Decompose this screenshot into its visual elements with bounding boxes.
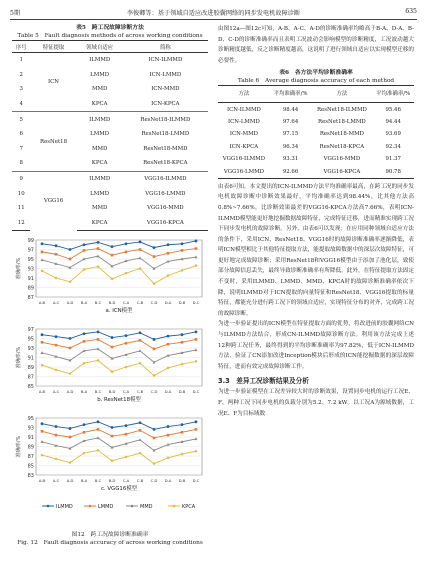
x-tick-label: A-B xyxy=(38,479,46,484)
table-cell: ICN-KPCA xyxy=(229,143,259,150)
data-point xyxy=(111,254,114,257)
data-point xyxy=(83,249,86,252)
table-cell: ICN-LMMD xyxy=(149,71,182,78)
legend-marker xyxy=(89,505,92,508)
data-point xyxy=(167,425,170,428)
paragraph-4: 为进一步验证模型在工况差异较大时的诊断效果，设置同步电机的运行工况E、F，两种工况下同步电机的负载分别为5.2、7.2 kW。以工况A为源域数据，工况E、F为目标域数 xyxy=(218,389,414,417)
table-cell: ResNet18-ILMMD xyxy=(316,106,367,113)
table-row xyxy=(12,112,208,127)
table5-title-en: Table 5 Fault diagnosis methods of across working conditions xyxy=(17,33,203,39)
table-cell: LMMD xyxy=(90,71,110,78)
paragraph-2: 由表6可知，本文提出的ICN-ILMMD方法平均准确率最高，在跨工况的同步发电机故障诊断中诊断效果最好，平均准确率达到98.44%，比其他方法高0.8%~7.66%，比诊断效果最差的VGG16-KPCA方法高7.66%，表明ICN-ILMMD模型能更好地挖掘数据故障特征，完成特征迁移，进而精准实现跨工况下同步发电机的故障诊断。另外，由表6可以发现：在应用同种领域自适应方法的条件下，采用ICN、ResNet18、VGG16时的故障诊断准确率逐渐降低，表明ICN模型相比于其他特征提取方法，能提取故障数据中的深层次故障特征，可更好地完成故障诊断；采用ResNet18和VGG16模型由于添加了池化层，致使部分故障信息丢失，最终导致诊断准确率有所降低。此外，在特征提取方法固定不变时，采用ILMMD、LMMD、MMD、KPCA时的故障诊断准确率依次下降，说明ILMMD对于ICN提取的向量特征和ResNet18、VGG16提取的标量特征，都能充分进行跨工况下的领域自适应，实现特征分布的对齐，完成跨工况的故障诊断。 xyxy=(218,183,414,317)
table-cell: KPCA xyxy=(91,160,108,167)
table-row xyxy=(218,103,414,116)
table-cell: ICN-ILMMD xyxy=(226,106,261,113)
table-cell: ResNet18-KPCA xyxy=(143,160,188,167)
table-cell: ResNet18-LMMD xyxy=(141,131,190,138)
x-tick-label: D-A xyxy=(164,479,172,484)
x-tick-label: A-C xyxy=(52,390,60,395)
table-cell: VGG16-ILMMD xyxy=(123,171,208,186)
data-point xyxy=(111,346,114,349)
data-point xyxy=(97,331,100,334)
table-cell: 8 xyxy=(19,160,23,167)
y-tick-label: 95 xyxy=(27,336,34,343)
table6-header: 平均准确率/% xyxy=(372,86,414,103)
table-cell: LMMD xyxy=(90,131,110,138)
data-point xyxy=(69,347,72,350)
data-point xyxy=(181,269,184,272)
table-cell: 96.34 xyxy=(282,143,299,150)
x-tick-label: C-D xyxy=(150,390,158,395)
series-line xyxy=(42,340,196,350)
data-point xyxy=(55,457,58,460)
table-cell: MMD xyxy=(91,145,108,152)
table-cell: VGG16-ILMMD xyxy=(222,156,266,163)
data-point xyxy=(195,360,198,363)
y-tick-label: 85 xyxy=(27,463,34,470)
y-axis-label: 准确率/% xyxy=(16,257,22,280)
data-point xyxy=(181,341,184,344)
y-tick-label: 87 xyxy=(27,294,34,301)
table-row xyxy=(12,171,208,186)
series-line xyxy=(42,430,196,439)
x-tick-label: D-B xyxy=(178,479,186,484)
data-point xyxy=(83,243,86,246)
y-tick-label: 95 xyxy=(27,256,34,263)
data-point xyxy=(181,431,184,434)
data-point xyxy=(181,333,184,336)
data-point xyxy=(153,348,156,351)
table5-header: 序号 xyxy=(12,41,30,53)
y-axis-label: 准确率/% xyxy=(16,346,22,369)
data-point xyxy=(167,335,170,338)
paragraph-1: 由图12a—图12c可知，A-B、A-C、A-D的诊断准确率均略高于B-A、D-A、B-D、C-D的诊断准确率而且表明工况波动会影响模型的诊断精度，工况波动越大诊断精度越低，反之诊断精度越高，这说明了进行领域自适应以实现模型迁移的必要性。 xyxy=(218,26,414,64)
table5 xyxy=(12,40,208,231)
series-line xyxy=(42,241,196,250)
data-point xyxy=(83,340,86,343)
data-point xyxy=(125,243,128,246)
table-cell: 6 xyxy=(19,131,23,138)
table-cell: 97.64 xyxy=(282,118,299,125)
data-point xyxy=(181,243,184,246)
x-tick-label: D-A xyxy=(164,390,172,395)
table-cell: 95.46 xyxy=(385,106,401,113)
series-line xyxy=(42,249,196,259)
data-point xyxy=(83,423,86,426)
x-tick-label: D-B xyxy=(178,390,186,395)
y-tick-label: 85 xyxy=(27,383,34,390)
right-column xyxy=(218,24,414,419)
x-tick-label: C-A xyxy=(122,301,130,306)
x-tick-label: D-C xyxy=(192,479,200,484)
table5-title-cn: 表5 跨工况故障诊断方法 xyxy=(76,25,144,31)
data-point xyxy=(125,433,128,436)
data-point xyxy=(97,247,100,250)
running-title: 李俊卿等：基于领域自适应改进胶囊网络的同步发电机故障诊断 xyxy=(126,10,301,17)
figure12-caption-en: Fig. 12 Fault diagnosis accuracy of across working conditions xyxy=(17,540,203,547)
table-cell: ILMMD xyxy=(89,57,111,64)
table-cell: ResNet18-ILMMD xyxy=(123,112,208,127)
data-point xyxy=(167,434,170,437)
y-tick-label: 99 xyxy=(27,237,34,244)
x-tick-label: D-B xyxy=(178,301,186,306)
table6-title-cn: 表6 各方法平均诊断准确率 xyxy=(279,70,353,77)
figure12 xyxy=(12,237,208,547)
data-point xyxy=(83,431,86,434)
data-point xyxy=(167,243,170,246)
data-point xyxy=(69,337,72,340)
table-cell: 92.66 xyxy=(270,165,312,178)
table-cell: ILMMD xyxy=(77,171,123,186)
data-point xyxy=(41,243,44,246)
data-point xyxy=(111,336,114,339)
table-row xyxy=(218,153,414,165)
y-tick-label: 89 xyxy=(27,444,34,451)
data-point xyxy=(139,438,142,441)
x-tick-label: A-C xyxy=(52,479,60,484)
x-tick-label: B-A xyxy=(80,479,88,484)
data-point xyxy=(153,255,156,258)
table-row xyxy=(218,116,414,128)
data-point xyxy=(125,334,128,337)
data-point xyxy=(167,252,170,255)
table-cell: 91.37 xyxy=(385,156,401,163)
legend-label: MMD xyxy=(140,503,153,510)
data-point xyxy=(153,437,156,440)
series-line xyxy=(42,450,196,463)
y-axis-label: 准确率/% xyxy=(16,435,22,458)
table-cell: ResNet18-MMD xyxy=(319,131,364,138)
table-cell: ResNet18-LMMD xyxy=(318,118,366,125)
x-tick-label: B-D xyxy=(108,479,116,484)
table-row xyxy=(218,165,414,178)
x-tick-label: C-A xyxy=(122,390,130,395)
table-cell: VGG16 xyxy=(30,171,76,230)
data-point xyxy=(55,344,58,347)
table-cell: 12 xyxy=(12,216,30,231)
y-tick-label: 97 xyxy=(27,326,34,333)
section-heading: 3.3 差异工况诊断结果及分析 xyxy=(218,377,309,386)
legend-label: KPCA xyxy=(182,503,196,510)
y-tick-label: 91 xyxy=(27,355,34,362)
table-cell: ILMMD xyxy=(77,112,123,127)
data-point xyxy=(41,258,44,261)
x-tick-label: D-C xyxy=(192,301,200,306)
table-cell: 93.69 xyxy=(385,131,401,138)
y-tick-label: 93 xyxy=(27,345,34,352)
data-point xyxy=(139,332,142,335)
legend-marker xyxy=(173,505,176,508)
table-cell: 4 xyxy=(19,101,23,108)
table-cell: 92.34 xyxy=(385,143,401,150)
data-point xyxy=(139,349,142,352)
data-point xyxy=(55,368,58,371)
x-tick-label: C-B xyxy=(136,301,144,306)
table-cell: 7 xyxy=(19,145,23,152)
x-tick-label: D-C xyxy=(192,390,200,395)
table-cell: 97.15 xyxy=(282,131,299,138)
y-tick-label: 93 xyxy=(27,266,34,273)
data-point xyxy=(181,249,184,252)
data-point xyxy=(69,258,72,261)
data-point xyxy=(195,264,198,267)
table-cell: KPCA xyxy=(77,216,123,231)
x-tick-label: A-D xyxy=(66,301,74,306)
data-point xyxy=(139,429,142,432)
table-row xyxy=(218,141,414,153)
data-point xyxy=(195,428,198,431)
data-point xyxy=(125,342,128,345)
data-point xyxy=(153,246,156,249)
table-cell: ICN-ILMMD xyxy=(148,57,183,64)
table-cell: ICN-KPCA xyxy=(151,101,180,108)
figure12-charts xyxy=(12,237,208,527)
table-cell: 98.44 xyxy=(282,106,299,113)
data-point xyxy=(69,427,72,430)
table-cell: ICN-MMD xyxy=(151,86,180,93)
data-point xyxy=(153,428,156,431)
data-point xyxy=(111,435,114,438)
y-tick-label: 91 xyxy=(27,434,34,441)
x-tick-label: B-D xyxy=(108,390,116,395)
legend-label: LMMD xyxy=(98,503,114,510)
table-row xyxy=(218,128,414,140)
figure12-caption-cn: 图12 跨工况故障诊断准确率 xyxy=(71,532,149,539)
data-point xyxy=(69,436,72,439)
series-line xyxy=(42,438,196,450)
x-tick-label: A-B xyxy=(38,390,46,395)
table5-header: 特征提取 xyxy=(30,41,76,53)
data-point xyxy=(41,341,44,344)
table-cell: VGG16-MMD xyxy=(147,205,184,212)
data-point xyxy=(195,338,198,341)
table6-title-en: Table 6 Average diagnosis accuracy of each method xyxy=(237,78,395,85)
table-cell: 9 xyxy=(12,171,30,186)
data-point xyxy=(41,422,44,425)
x-tick-label: B-A xyxy=(80,301,88,306)
data-point xyxy=(195,331,198,334)
data-point xyxy=(167,343,170,346)
left-column xyxy=(12,24,208,547)
y-tick-label: 89 xyxy=(27,285,34,292)
table-cell: 94.44 xyxy=(385,118,401,125)
data-point xyxy=(139,248,142,251)
x-tick-label: A-D xyxy=(66,479,74,484)
data-point xyxy=(55,253,58,256)
data-point xyxy=(41,333,44,336)
table-cell: VGG16-KPCA xyxy=(123,216,208,231)
table-cell: MMD xyxy=(91,205,108,212)
data-point xyxy=(195,421,198,424)
data-point xyxy=(41,251,44,254)
x-tick-label: D-A xyxy=(164,301,172,306)
table-cell: LMMD xyxy=(90,190,110,197)
data-point xyxy=(41,351,44,354)
table-cell: ICN-LMMD xyxy=(228,118,260,125)
page-header xyxy=(10,6,417,18)
data-point xyxy=(153,338,156,341)
table-cell: VGG16-LMMD xyxy=(218,165,270,178)
data-point xyxy=(111,426,114,429)
y-tick-label: 95 xyxy=(27,415,34,422)
x-tick-label: B-C xyxy=(94,390,102,395)
data-point xyxy=(125,366,128,369)
table-row xyxy=(12,53,208,68)
data-point xyxy=(55,335,58,338)
x-tick-label: C-B xyxy=(136,479,144,484)
paragraph-3: 为进一步验证提出的ICN模型在特征提取方面的优势，将改进前的胶囊网络CN与ILMMD方法结合，形成CN-ILMMD故障诊断方法。利用该方法完成上述12种跨工况任务，最终得到的平均诊断准确率为97.82%，低于ICN-ILMMD方法，验证了CN添加改进Inception模块后形成的ICN能挖掘数据的深层故障特征，进而有效完成故障诊断工作。 xyxy=(218,321,414,370)
y-tick-label: 97 xyxy=(27,247,34,254)
table5-header: 领域自适应 xyxy=(77,41,123,53)
legend-label: ILMMD xyxy=(56,503,73,510)
data-point xyxy=(41,440,44,443)
data-point xyxy=(195,247,198,250)
data-point xyxy=(181,453,184,456)
y-tick-label: 83 xyxy=(27,472,34,479)
table-cell: 93.31 xyxy=(282,156,299,163)
table-cell: ResNet18-KPCA xyxy=(319,143,365,150)
data-point xyxy=(97,338,100,341)
issue-number: 5期 xyxy=(10,10,21,17)
y-tick-label: 93 xyxy=(27,425,34,432)
table-cell: 3 xyxy=(19,86,23,93)
table-cell: ICN-MMD xyxy=(229,131,258,138)
data-point xyxy=(69,248,72,251)
y-tick-label: 87 xyxy=(27,453,34,460)
series-line xyxy=(42,349,196,362)
y-tick-label: 87 xyxy=(27,374,34,381)
data-point xyxy=(41,430,44,433)
table-cell: 2 xyxy=(19,71,23,78)
panel-subtitle: a. ICN模型 xyxy=(105,308,133,315)
data-point xyxy=(55,244,58,247)
table5-header: 简称 xyxy=(123,41,208,53)
x-tick-label: A-B xyxy=(38,301,46,306)
y-tick-label: 91 xyxy=(27,275,34,282)
header-rule xyxy=(10,19,417,20)
panel-subtitle: c. VGG16模型 xyxy=(100,486,138,493)
series-line xyxy=(42,360,196,375)
table-cell: ICN xyxy=(48,79,60,86)
data-point xyxy=(55,434,58,437)
data-point xyxy=(55,425,58,428)
table-cell: 90.78 xyxy=(372,165,414,178)
panel-subtitle: b. ResNet18模型 xyxy=(97,397,141,404)
y-tick-label: 89 xyxy=(27,364,34,371)
x-tick-label: B-C xyxy=(94,479,102,484)
table-cell: 11 xyxy=(17,205,25,212)
table-cell: VGG16-KPCA xyxy=(311,165,372,178)
table-cell: 1 xyxy=(19,57,23,64)
table-cell: VGG16-MMD xyxy=(323,156,361,163)
x-tick-label: B-D xyxy=(108,301,116,306)
data-point xyxy=(97,241,100,244)
x-tick-label: B-C xyxy=(94,301,102,306)
data-point xyxy=(139,421,142,424)
data-point xyxy=(195,240,198,243)
data-point xyxy=(181,363,184,366)
table-cell: ResNet18-MMD xyxy=(143,145,188,152)
table6-header: 方法 xyxy=(311,86,372,103)
data-point xyxy=(41,269,44,272)
series-line xyxy=(42,422,196,430)
data-point xyxy=(167,456,170,459)
legend-marker xyxy=(47,505,50,508)
x-tick-label: C-A xyxy=(122,479,130,484)
table-cell: 10 xyxy=(17,190,25,197)
data-point xyxy=(97,428,100,431)
x-tick-label: B-A xyxy=(80,390,88,395)
table-cell: VGG16-LMMD xyxy=(145,190,186,197)
data-point xyxy=(97,421,100,424)
table-cell: KPCA xyxy=(91,101,108,108)
data-point xyxy=(83,332,86,335)
data-point xyxy=(181,423,184,426)
x-tick-label: C-D xyxy=(150,301,158,306)
x-tick-label: A-C xyxy=(52,301,60,306)
data-point xyxy=(125,424,128,427)
data-point xyxy=(139,339,142,342)
series-line xyxy=(42,256,196,268)
data-point xyxy=(111,245,114,248)
table-cell: ResNet18 xyxy=(30,112,76,171)
page-number: 635 xyxy=(405,8,417,15)
x-tick-label: C-D xyxy=(150,479,158,484)
data-point xyxy=(125,272,128,275)
x-tick-label: C-B xyxy=(136,390,144,395)
data-point xyxy=(139,241,142,244)
table6-header: 方法 xyxy=(218,86,270,103)
table6 xyxy=(218,85,414,178)
data-point xyxy=(125,251,128,254)
data-point xyxy=(55,277,58,280)
data-point xyxy=(195,450,198,453)
table-cell: 5 xyxy=(12,112,30,127)
x-tick-label: A-D xyxy=(66,390,74,395)
legend-marker xyxy=(131,505,134,508)
table6-header: 平均准确率/% xyxy=(270,86,312,103)
table-cell: MMD xyxy=(91,86,108,93)
data-point xyxy=(41,364,44,367)
